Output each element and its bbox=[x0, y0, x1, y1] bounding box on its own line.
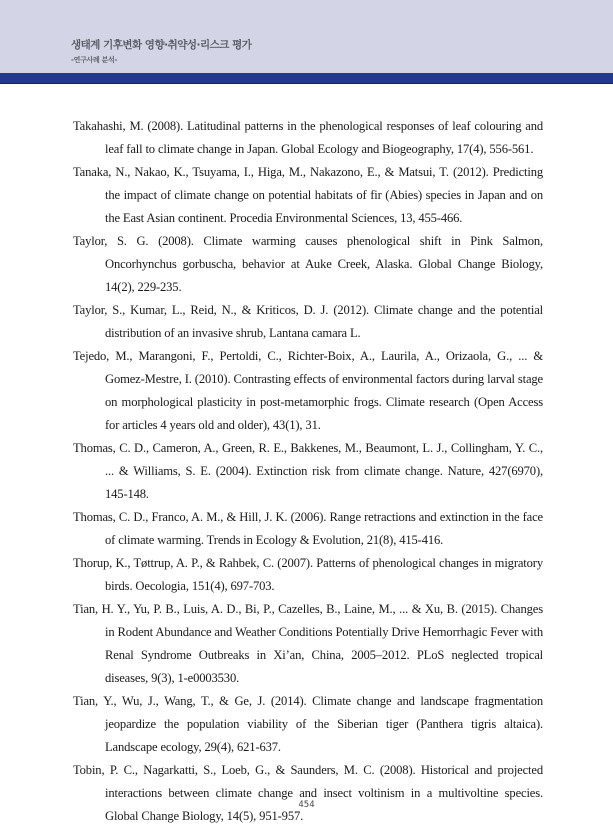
reference-entry: Tejedo, M., Marangoni, F., Pertoldi, C., Richter-Boix, A., Laurila, A., Orizaola, G., ... & Gomez-Mestre, I. (2010). Contrasting effects of environmental factors during larval stage on morphological plasticity in post-metamorphic frogs. Climate research (Open Access for articles 4 years old and older), 43(1), 31. bbox=[73, 349, 543, 432]
reference-entry: Thorup, K., Tøttrup, A. P., & Rahbek, C. (2007). Patterns of phenological changes in migratory birds. Oecologia, 151(4), 697-703. bbox=[73, 556, 543, 593]
reference-entry: Thomas, C. D., Cameron, A., Green, R. E., Bakkenes, M., Beaumont, L. J., Collingham, Y. C., ... & Williams, S. E. (2004). Extinction risk from climate change. Nature, 427(6970), 145-148. bbox=[73, 441, 543, 501]
running-header-subtitle: -연구사례 분석- bbox=[71, 56, 118, 64]
reference-entry: Tian, Y., Wu, J., Wang, T., & Ge, J. (2014). Climate change and landscape fragmentation jeopardize the population viability of the Siberian tiger (Panthera tigris altaica). Landscape ecology, 29(4), 621-637. bbox=[73, 694, 543, 754]
reference-entry: Tanaka, N., Nakao, K., Tsuyama, I., Higa, M., Nakazono, E., & Matsui, T. (2012). Predicting the impact of climate change on potential habitats of fir (Abies) species in Japan and on the East Asian continent. Procedia Environmental Sciences, 13, 455-466. bbox=[73, 165, 543, 225]
reference-entry: Tian, H. Y., Yu, P. B., Luis, A. D., Bi, P., Cazelles, B., Laine, M., ... & Xu, B. (2015). Changes in Rodent Abundance and Weather Conditions Potentially Drive Hemorrhagic Fever with Renal Syndrome Outbreaks in Xi’an, China, 2005–2012. PLoS neglected tropical diseases, 9(3), 1-e0003530. bbox=[73, 602, 543, 685]
reference-entry: Taylor, S., Kumar, L., Reid, N., & Kriticos, D. J. (2012). Climate change and the potential distribution of an invasive shrub, Lantana camara L. bbox=[73, 303, 543, 340]
reference-list bbox=[73, 115, 543, 828]
page-number: 454 bbox=[298, 800, 315, 810]
header-band bbox=[0, 0, 613, 73]
running-header-title: 생태계 기후변화 영향·취약성·리스크 평가 bbox=[71, 39, 252, 51]
reference-entry: Thomas, C. D., Franco, A. M., & Hill, J. K. (2006). Range retractions and extinction in the face of climate warming. Trends in Ecology & Evolution, 21(8), 415-416. bbox=[73, 510, 543, 547]
reference-entry: Tobin, P. C., Nagarkatti, S., Loeb, G., & Saunders, M. C. (2008). Historical and projected interactions between climate change and insect voltinism in a multivoltine species. Global Change Biology, 14(5), 951-957. bbox=[73, 763, 543, 823]
reference-entry: Taylor, S. G. (2008). Climate warming causes phenological shift in Pink Salmon, Oncorhynchus gorbuscha, behavior at Auke Creek, Alaska. Global Change Biology, 14(2), 229-235. bbox=[73, 234, 543, 294]
header-divider-bar bbox=[0, 73, 613, 84]
reference-entry: Takahashi, M. (2008). Latitudinal patterns in the phenological responses of leaf colouring and leaf fall to climate change in Japan. Global Ecology and Biogeography, 17(4), 556-561. bbox=[73, 119, 543, 156]
